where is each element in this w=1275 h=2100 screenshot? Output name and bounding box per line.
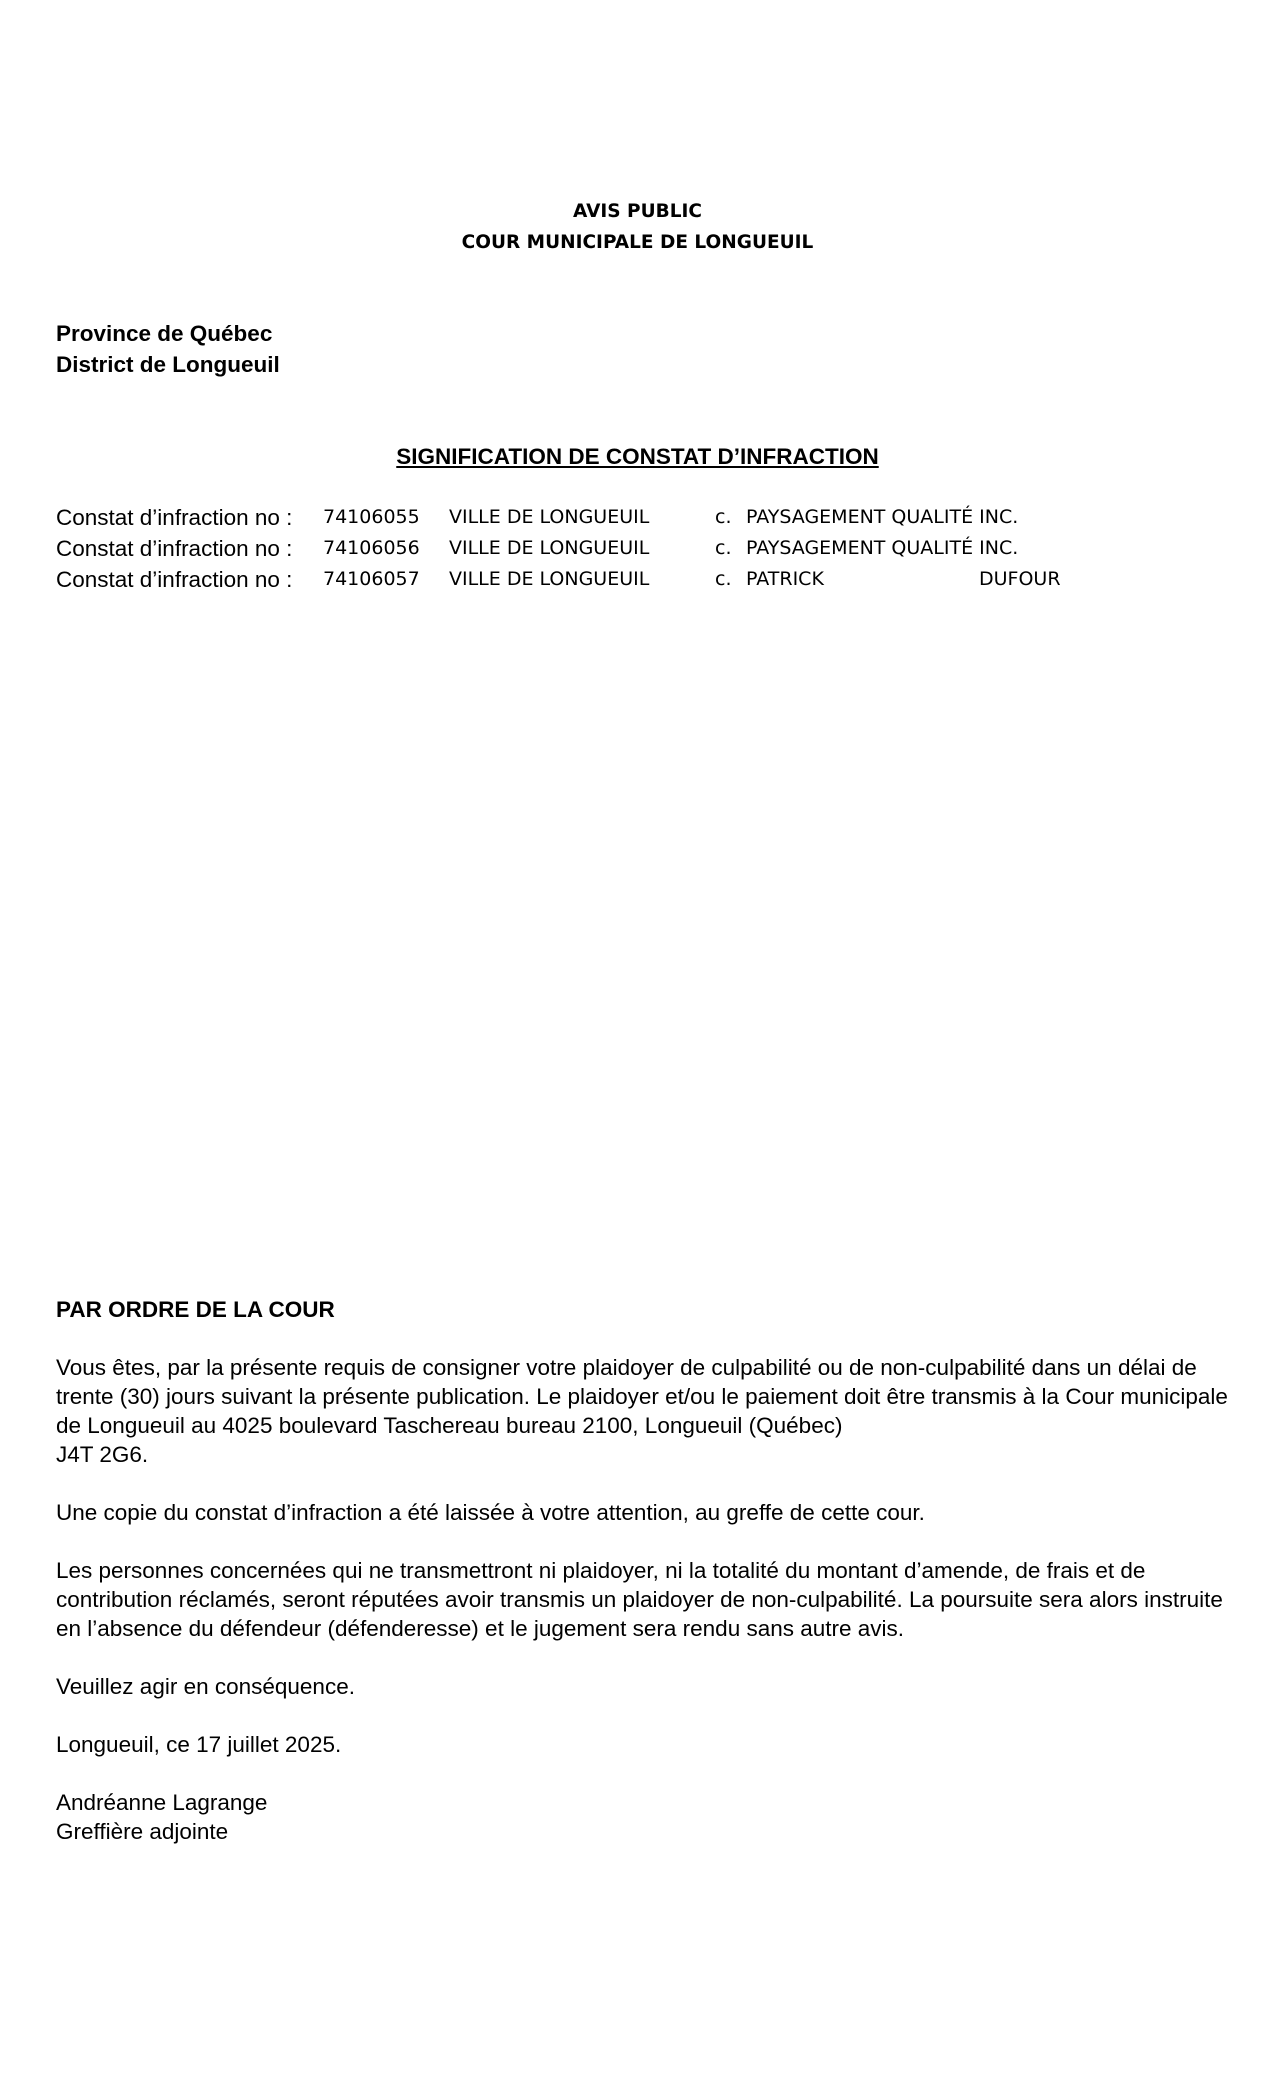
infraction-number: 74106056 <box>323 537 420 559</box>
signatory-role: Greffière adjointe <box>56 1819 229 1844</box>
postal-code: J4T 2G6. <box>56 1442 149 1467</box>
defendant-last-name: DUFOUR <box>979 568 1061 590</box>
date-line: Longueuil, ce 17 juillet 2025. <box>56 1732 342 1757</box>
infraction-row <box>56 564 1236 595</box>
signatory-name: Andréanne Lagrange <box>56 1790 268 1815</box>
notice-header <box>0 196 1275 258</box>
defendant: PAYSAGEMENT QUALITÉ INC. <box>746 537 1019 559</box>
section-title: SIGNIFICATION DE CONSTAT D’INFRACTION <box>396 444 879 469</box>
infraction-list <box>56 502 1236 595</box>
order-title: PAR ORDRE DE LA COUR <box>56 1297 335 1322</box>
province-label: Province de Québec <box>56 321 273 346</box>
plea-text: Vous êtes, par la présente requis de consigner votre plaidoyer de culpabilité ou de non-culpabilité dans un délai de trente (30) jours suivant la présente publication. Le plaidoyer et/ou le paiement doit être transmis à la Cour municipale de Longueuil au 4025 boulevard Taschereau bureau 2100, Longueuil (Québec) <box>56 1355 1228 1438</box>
versus: c. <box>715 568 732 590</box>
defendant: PATRICK <box>746 568 824 590</box>
order-paragraph-copy: Une copie du constat d’infraction a été laissée à votre attention, au greffe de cette cour. <box>56 1500 925 1525</box>
infraction-number: 74106055 <box>323 506 420 528</box>
district-label: District de Longueuil <box>56 352 280 377</box>
court-order-section <box>56 1295 1231 1846</box>
defendant: PAYSAGEMENT QUALITÉ INC. <box>746 506 1019 528</box>
jurisdiction-block <box>56 318 280 380</box>
court-name: COUR MUNICIPALE DE LONGUEUIL <box>461 232 814 253</box>
infraction-row <box>56 502 1236 533</box>
versus: c. <box>715 537 732 559</box>
infraction-label: Constat d’infraction no : <box>56 567 293 592</box>
infraction-label: Constat d’infraction no : <box>56 505 293 530</box>
infraction-label: Constat d’infraction no : <box>56 536 293 561</box>
versus: c. <box>715 506 732 528</box>
signature-block <box>56 1788 1231 1846</box>
order-paragraph-plea <box>56 1353 1231 1469</box>
plaintiff: VILLE DE LONGUEUIL <box>449 568 650 590</box>
notice-title: AVIS PUBLIC <box>573 201 702 222</box>
infraction-number: 74106057 <box>323 568 420 590</box>
infraction-row <box>56 533 1236 564</box>
order-paragraph-act: Veuillez agir en conséquence. <box>56 1674 355 1699</box>
order-paragraph-consequences: Les personnes concernées qui ne transmettront ni plaidoyer, ni la totalité du montant d’amende, de frais et de contribution réclamés, seront réputées avoir transmis un plaidoyer de non-culpabilité. La poursuite sera alors instruite en l’absence du défendeur (défenderesse) et le jugement sera rendu sans autre avis. <box>56 1558 1223 1641</box>
plaintiff: VILLE DE LONGUEUIL <box>449 506 650 528</box>
plaintiff: VILLE DE LONGUEUIL <box>449 537 650 559</box>
